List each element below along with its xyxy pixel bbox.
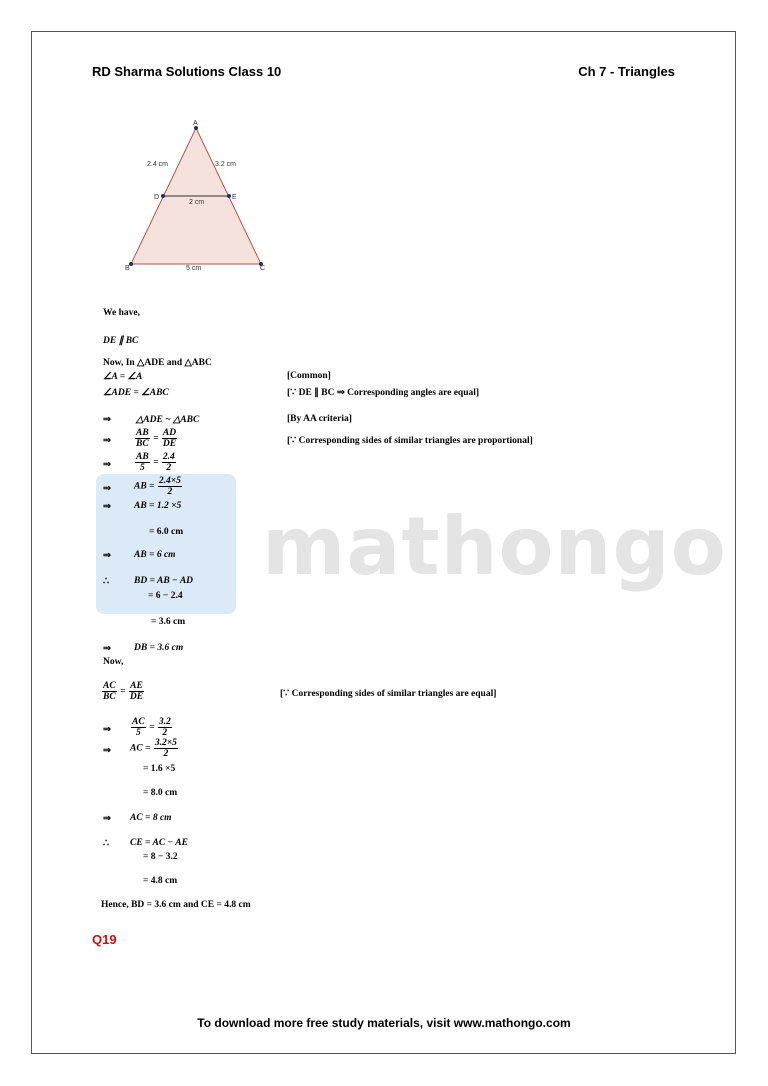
line-bd-substitution: = 6 − 2.4	[148, 591, 183, 601]
line-ab-value: = 6.0 cm	[149, 527, 184, 537]
line-ratio-ac-5: $\frac{AC}{5}$ = $\frac{3.2}{2}$	[132, 717, 171, 738]
implies-7: ⇒	[103, 644, 111, 654]
fraction-ad-de: $\frac{AD}{DE}$	[162, 428, 177, 449]
point-d	[161, 194, 165, 198]
point-e	[227, 194, 231, 198]
label-ad-length: 2.4 cm	[147, 161, 169, 168]
label-de-length: 2 cm	[189, 199, 205, 206]
line-ac-expression: AC = $\frac{3.2\times 5}{2}$	[130, 738, 177, 759]
implies-3: ⇒	[103, 460, 111, 470]
watermark-text: mathongo	[262, 500, 727, 593]
line-db-result: DB = 3.6 cm	[134, 643, 184, 653]
implies-4: ⇒	[103, 484, 111, 494]
label-bc-length: 5 cm	[186, 265, 202, 272]
triangle-figure	[118, 116, 278, 276]
line-ab-expression: AB = $\frac{2.4\times 5}{2}$	[134, 476, 181, 497]
line-ac-value: = 8.0 cm	[143, 788, 178, 798]
therefore-2: ∴	[103, 839, 110, 849]
implies-8: ⇒	[103, 725, 111, 735]
line-angle-ade: ∠ADE = ∠ABC	[103, 388, 169, 398]
question-label: Q19	[92, 932, 117, 947]
reason-equal-sides: [∵ Corresponding sides of similar triangles are equal]	[280, 689, 497, 699]
line-now: Now,	[103, 657, 124, 667]
line-ac-product: = 1.6 ×5	[143, 764, 176, 774]
implies-5: ⇒	[103, 502, 111, 512]
line-de-parallel-bc: DE ∥ BC	[103, 336, 139, 346]
line-ab-product: AB = 1.2 ×5	[134, 501, 182, 511]
line-conclusion: Hence, BD = 3.6 cm and CE = 4.8 cm	[101, 900, 251, 910]
line-ratio-ab-bc: $\frac{AB}{BC}$ = $\frac{AD}{DE}$	[136, 428, 177, 449]
line-ratio-ab-5: $\frac{AB}{5}$ = $\frac{2.4}{2}$	[136, 452, 175, 473]
line-similar-triangles: △ADE ~ △ABC	[136, 415, 200, 425]
line-ce-value: = 4.8 cm	[143, 876, 178, 886]
reason-aa-criteria: [By AA criteria]	[287, 414, 352, 424]
line-we-have: We have,	[103, 308, 140, 318]
line-ce-formula: CE = AC − AE	[130, 838, 188, 848]
implies-2: ⇒	[103, 436, 111, 446]
reason-corresponding-angles: [∵ DE ∥ BC ⇒ Corresponding angles are equal]	[287, 388, 480, 398]
implies-1: ⇒	[103, 415, 111, 425]
header-chapter-title: Ch 7 - Triangles	[578, 64, 675, 79]
therefore-1: ∴	[103, 577, 110, 587]
footer-text: To download more free study materials, visit www.mathongo.com	[197, 1016, 571, 1030]
line-ce-substitution: = 8 − 3.2	[143, 852, 178, 862]
label-e: E	[232, 194, 237, 201]
fraction-ab-bc: $\frac{AB}{BC}$	[136, 428, 149, 449]
implies-10: ⇒	[103, 814, 111, 824]
reason-common: [Common]	[287, 371, 331, 381]
label-b: B	[125, 265, 130, 272]
label-ae-length: 3.2 cm	[215, 161, 237, 168]
reason-proportional-sides: [∵ Corresponding sides of similar triangles are proportional]	[287, 436, 533, 446]
label-c: C	[260, 265, 266, 272]
line-ac-result: AC = 8 cm	[130, 813, 172, 823]
line-ratio-ac-bc: $\frac{AC}{BC}$ = $\frac{AE}{DE}$	[103, 681, 144, 702]
line-bd-formula: BD = AB − AD	[134, 576, 194, 586]
line-angle-a: ∠A = ∠A	[103, 372, 143, 382]
header-book-title: RD Sharma Solutions Class 10	[92, 64, 282, 79]
implies-9: ⇒	[103, 746, 111, 756]
line-bd-value: = 3.6 cm	[151, 617, 186, 627]
label-d: D	[154, 194, 160, 201]
line-ab-result: AB = 6 cm	[134, 550, 176, 560]
implies-6: ⇒	[103, 551, 111, 561]
label-a: A	[193, 120, 198, 127]
line-now-in-triangles: Now, In △ADE and △ABC	[103, 358, 212, 368]
